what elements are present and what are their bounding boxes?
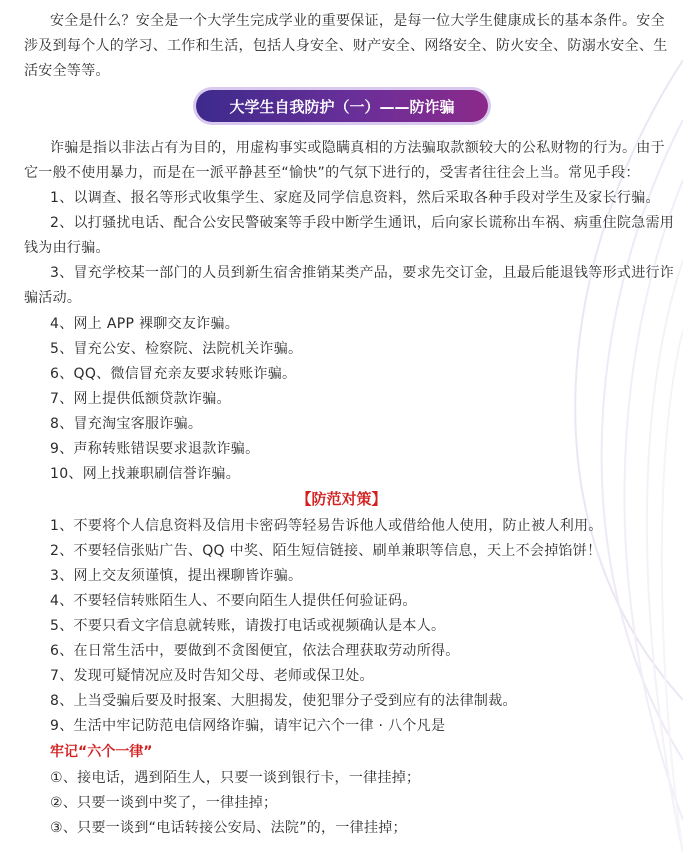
intro-line-3: 活安全等等。 — [24, 63, 110, 79]
fraud-method-7: 7、网上提供低额贷款诈骗。 — [50, 391, 231, 407]
section-banner — [196, 90, 488, 122]
measure-8: 8、上当受骗后要及时报案、大胆揭发，使犯罪分子受到应有的法律制裁。 — [50, 693, 517, 709]
measure-2: 2、不要轻信张贴广告、QQ 中奖、陌生短信链接、刷单兼职等信息，天上不会掉馅饼！ — [50, 543, 602, 559]
rule-2: ②、只要一谈到中奖了，一律挂掉； — [50, 795, 278, 811]
fraud-method-1: 1、以调查、报名等形式收集学生、家庭及同学信息资料，然后采取各种手段对学生及家长行骗。 — [50, 190, 660, 206]
fraud-method-5: 5、冒充公安、检察院、法院机关诈骗。 — [50, 341, 303, 357]
measure-1: 1、不要将个人信息资料及信用卡密码等轻易告诉他人或借给他人使用，防止被人利用。 — [50, 518, 603, 534]
measure-6: 6、在日常生活中，要做到不贪图便宜，依法合理获取劳动所得。 — [50, 643, 460, 659]
fraud-method-4: 4、网上 APP 裸聊交友诈骗。 — [50, 316, 240, 332]
fraud-method-9: 9、声称转账错误要求退款诈骗。 — [50, 441, 260, 457]
measure-7: 7、发现可疑情况应及时告知父母、老师或保卫处。 — [50, 668, 374, 684]
fraud-method-3-cont: 骗活动。 — [24, 290, 82, 306]
fraud-method-6: 6、QQ、微信冒充亲友要求转账诈骗。 — [50, 366, 297, 382]
fraud-method-2: 2、以打骚扰电话、配合公安民警破案等手段中断学生通讯，后向家长谎称出车祸、病重住院急需用 — [50, 215, 675, 231]
intro-line-1: 安全是什么？安全是一个大学生完成学业的重要保证，是每一位大学生健康成长的基本条件。安全 — [50, 13, 665, 29]
measure-4: 4、不要轻信转账陌生人、不要向陌生人提供任何验证码。 — [50, 593, 417, 609]
fraud-method-3: 3、冒充学校某一部门的人员到新生宿舍推销某类产品，要求先交订金，且最后能退钱等形式进行诈 — [50, 265, 675, 281]
rule-1: ①、接电话，遇到陌生人，只要一谈到银行卡，一律挂掉； — [50, 770, 421, 786]
six-rules-heading: 牢记“六个一律” — [50, 744, 153, 760]
rule-3: ③、只要一谈到“电话转接公安局、法院”的，一律挂掉； — [50, 820, 407, 836]
intro-line-2: 涉及到每个人的学习、工作和生活，包括人身安全、财产安全、网络安全、防火安全、防溺水安全、生 — [24, 38, 668, 54]
fraud-method-10: 10、网上找兼职刷信誉诈骗。 — [50, 466, 241, 482]
fraud-definition-line-2: 它一般不使用暴力，而是在一派平静甚至“愉快”的气氛下进行的，受害者往往会上当。常见手段： — [24, 165, 640, 181]
section-heading-countermeasures: 【防范对策】 — [296, 490, 387, 508]
banner-title: 大学生自我防护（一）——防诈骗 — [229, 97, 455, 116]
fraud-method-8: 8、冒充淘宝客服诈骗。 — [50, 416, 203, 432]
fraud-method-2-cont: 钱为由行骗。 — [24, 240, 110, 256]
measure-5: 5、不要只看文字信息就转账，请拨打电话或视频确认是本人。 — [50, 618, 446, 634]
measure-9: 9、生活中牢记防范电信网络诈骗，请牢记六个一律 · 八个凡是 — [50, 718, 446, 734]
fraud-definition-line-1: 诈骗是指以非法占有为目的，用虚构事实或隐瞒真相的方法骗取款额较大的公私财物的行为。由于 — [50, 140, 665, 156]
measure-3: 3、网上交友须谨慎，提出裸聊皆诈骗。 — [50, 568, 303, 584]
